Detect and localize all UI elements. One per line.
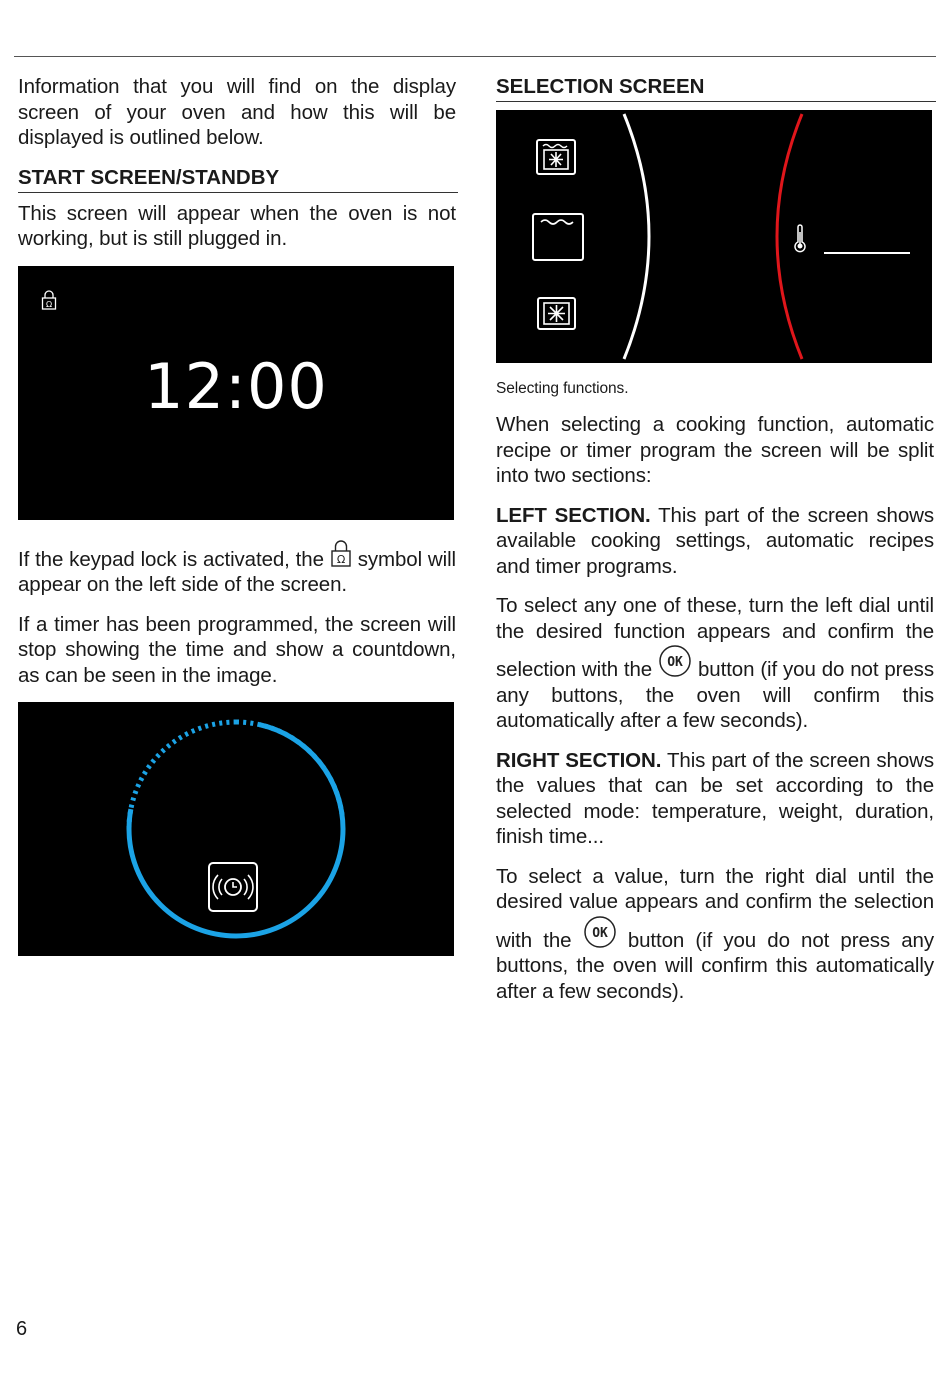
page-number: 6 <box>16 1318 28 1340</box>
ok-button-icon <box>583 915 617 949</box>
left-column <box>18 72 456 956</box>
thermometer-icon <box>793 224 807 254</box>
right-select-text-after: button (if you do not press any buttons, the oven will confirm this automatically after a few seconds). <box>496 928 934 1003</box>
lock-symbol-icon <box>330 538 352 568</box>
left-dial-arc <box>624 114 649 359</box>
timer-icon <box>207 861 259 913</box>
timer-paragraph: If a timer has been programmed, the screen will stop showing the time and show a countdown, as can be seen in the image. <box>18 612 456 687</box>
ok-button-icon <box>658 644 692 678</box>
keypad-lock-text-after: symbol will appear on the left side of the screen. <box>18 547 456 596</box>
fan-grill-icon <box>535 138 579 178</box>
clock-display: 12:00 <box>144 349 328 423</box>
left-section-label: LEFT SECTION. <box>496 503 651 527</box>
right-section-paragraph <box>496 748 934 850</box>
fan-icon <box>536 296 578 332</box>
right-select-paragraph <box>496 864 934 1005</box>
selection-intro: When selecting a cooking function, automatic recipe or timer program the screen will be split into two sections: <box>496 413 934 487</box>
left-section-text: This part of the screen shows available cooking settings, automatic recipes and timer programs. <box>496 503 935 578</box>
selection-screen-image <box>496 110 932 363</box>
svg-text:Ω: Ω <box>336 552 345 566</box>
right-section-text: This part of the screen shows the values that can be set according to the selected mode: temperature, weight, duration, finish time... <box>496 748 934 848</box>
intro-paragraph: Information that you will find on the display screen of your oven and how this will be displayed is outlined below. <box>18 75 456 149</box>
countdown-screen-image <box>18 702 454 956</box>
keypad-lock-paragraph <box>18 538 456 598</box>
right-section-label: RIGHT SECTION. <box>496 748 662 772</box>
svg-text:OK: OK <box>667 655 683 670</box>
left-select-text-before: To select any one of these, turn the left dial until the desired function appears and confirm the selection with the <box>496 594 934 681</box>
right-column <box>496 72 934 1004</box>
selection-heading: SELECTION SCREEN <box>496 74 936 102</box>
top-heat-icon <box>531 212 587 264</box>
lock-icon <box>41 289 57 311</box>
left-select-paragraph <box>496 593 934 734</box>
top-rule <box>14 56 936 57</box>
left-section-paragraph <box>496 503 934 580</box>
svg-text:Ω: Ω <box>45 299 53 309</box>
countdown-ring <box>18 702 454 956</box>
svg-text:OK: OK <box>591 925 608 941</box>
standby-description: This screen will appear when the oven is not working, but is still plugged in. <box>18 201 456 250</box>
standby-screen-image <box>18 266 454 520</box>
standby-heading: START SCREEN/STANDBY <box>18 165 458 193</box>
keypad-lock-text-before: If the keypad lock is activated, the <box>18 547 324 571</box>
selection-caption: Selecting functions. <box>496 380 629 397</box>
right-select-text-before: To select a value, turn the right dial until the desired value appears and confirm the selection with the <box>496 864 934 952</box>
left-select-text-after: button (if you do not press any buttons, the oven will confirm this automatically after a few seconds). <box>496 658 934 732</box>
